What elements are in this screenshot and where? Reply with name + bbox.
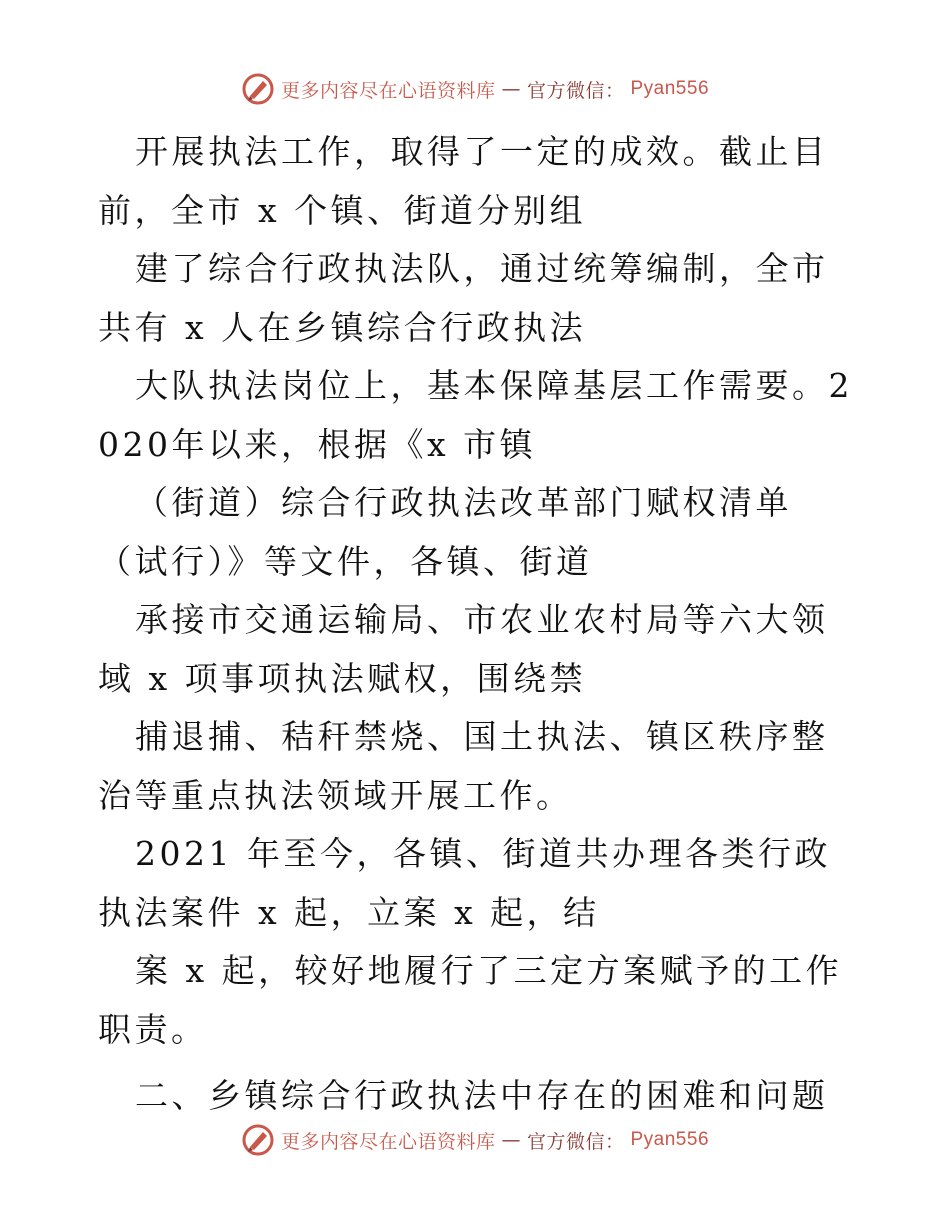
- document-body: [98, 123, 858, 1126]
- paragraph-7: 2021 年至今，各镇、街道共办理各类行政执法案件 x 起，立案 x 起，结: [98, 834, 831, 932]
- watermark-wechat-id: Pyan556: [630, 78, 710, 99]
- paragraph-6: 捕退捕、秸秆禁烧、国土执法、镇区秩序整治等重点执法领域开展工作。: [98, 717, 829, 815]
- pen-logo-icon: [241, 1123, 275, 1157]
- watermark-separator: —: [501, 78, 521, 100]
- paragraph-3: 大队执法岗位上，基本保障基层工作需要。2020年以来，根据《x 市镇: [98, 366, 853, 464]
- watermark-wechat-id: Pyan556: [630, 1129, 710, 1150]
- paragraph-2: 建了综合行政执法队，通过统筹编制，全市共有 x 人在乡镇综合行政执法: [98, 249, 829, 347]
- paragraph-4: （街道）综合行政执法改革部门赋权清单（试行）》等文件，各镇、街道: [98, 483, 792, 581]
- watermark-main-text: 更多内容尽在心语资料库: [280, 1130, 496, 1153]
- paragraph-1: 开展执法工作，取得了一定的成效。截止目前，全市 x 个镇、街道分别组: [98, 132, 829, 230]
- section-heading: 二、乡镇综合行政执法中存在的困难和问题: [135, 1076, 829, 1115]
- watermark-separator: —: [501, 1129, 521, 1151]
- watermark-official-label: 官方微信：: [526, 1130, 625, 1153]
- pen-logo-icon: [241, 72, 275, 106]
- watermark-main-text: 更多内容尽在心语资料库: [280, 79, 496, 102]
- watermark-footer: [0, 1120, 950, 1160]
- watermark-header: [0, 69, 950, 109]
- paragraph-5: 承接市交通运输局、市农业农村局等六大领域 x 项事项执法赋权，围绕禁: [98, 600, 829, 698]
- watermark-official-label: 官方微信：: [526, 79, 625, 102]
- paragraph-8: 案 x 起，较好地履行了三定方案赋予的工作职责。: [98, 951, 843, 1049]
